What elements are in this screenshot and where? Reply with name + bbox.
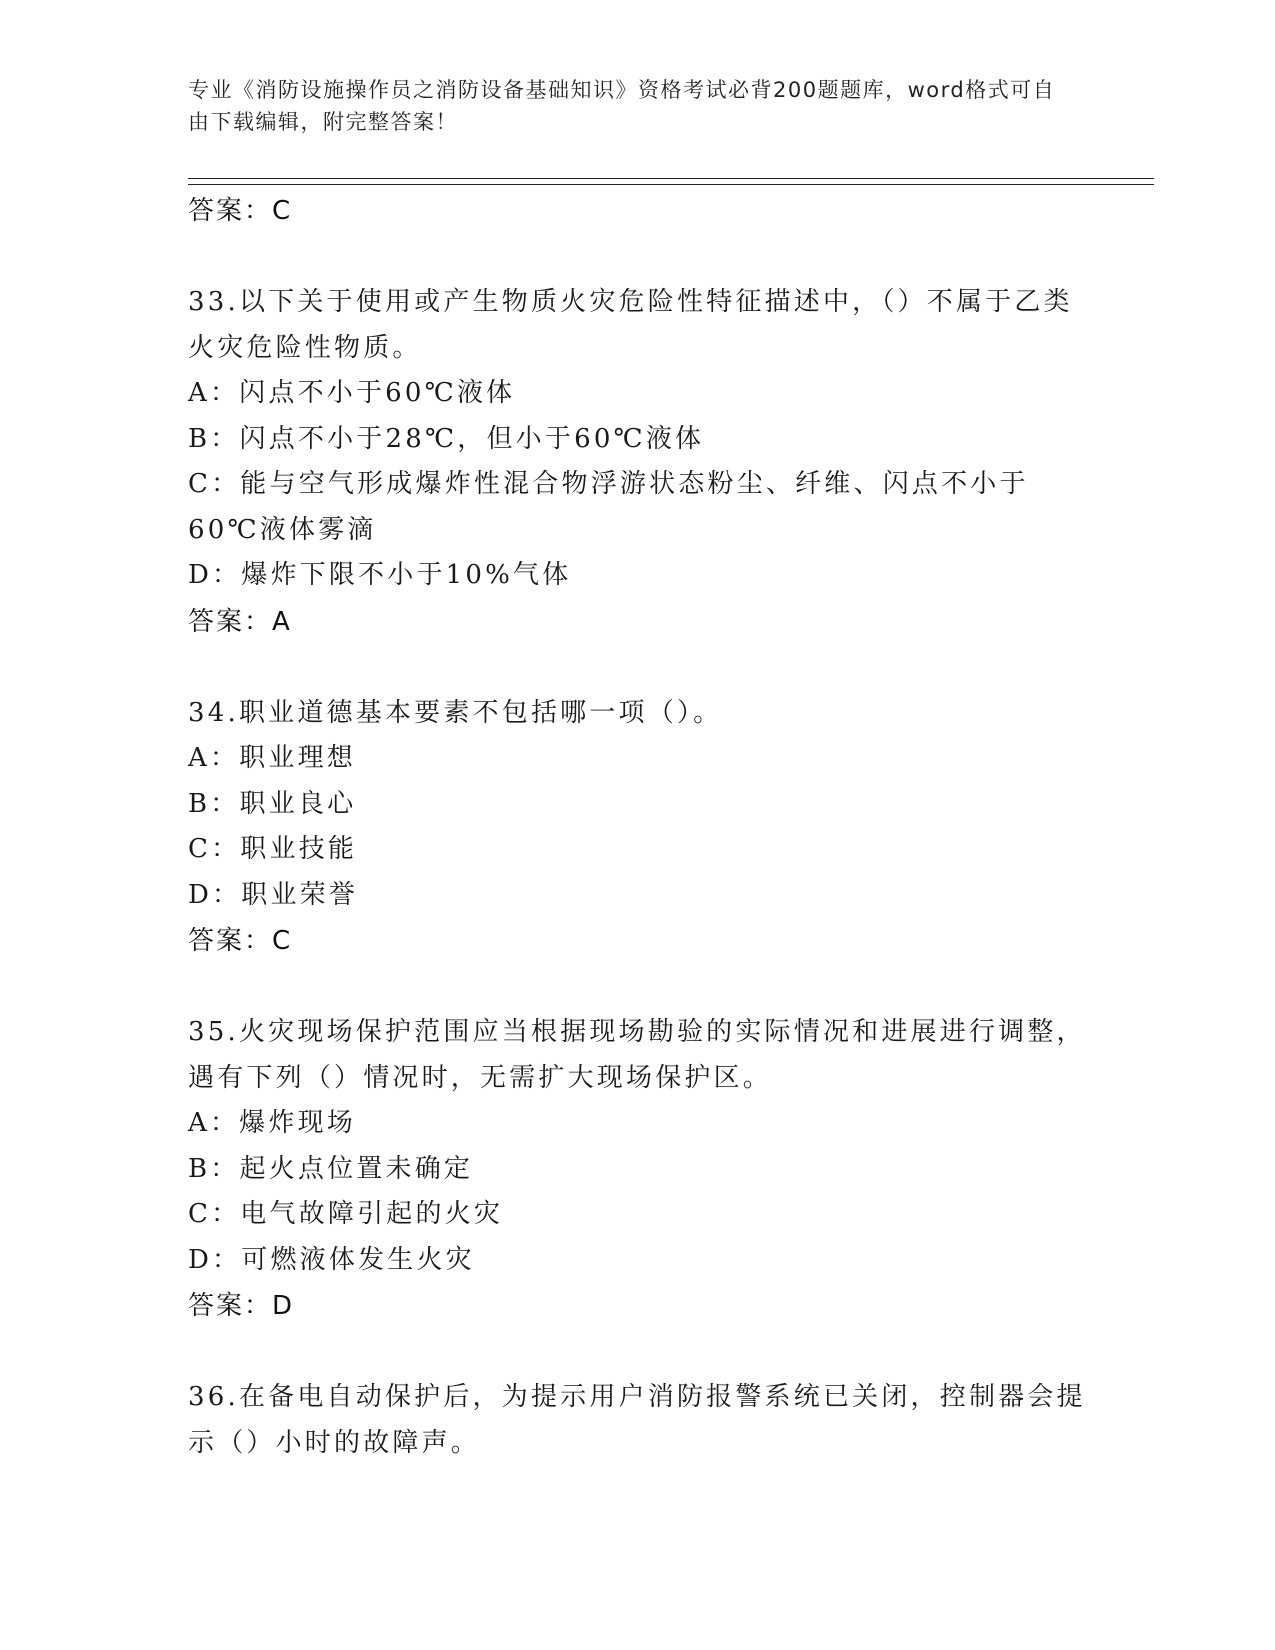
option-d: D：职业荣誉 bbox=[188, 879, 359, 910]
header-divider-top bbox=[188, 178, 1154, 179]
option-d: D：可燃液体发生火灾 bbox=[188, 1244, 475, 1275]
question-33 bbox=[188, 280, 1088, 645]
previous-answer: 答案：C bbox=[188, 196, 293, 226]
question-stem: 36.在备电自动保护后，为提示用户消防报警系统已关闭，控制器会提示（）小时的故障声。 bbox=[188, 1382, 1086, 1458]
option-a: A：闪点不小于60℃液体 bbox=[188, 378, 516, 408]
option-a: A：爆炸现场 bbox=[188, 1108, 356, 1138]
option-b: B：起火点位置未确定 bbox=[188, 1153, 474, 1184]
question-34 bbox=[188, 691, 1088, 965]
question-stem: 34.职业道德基本要素不包括哪一项（）。 bbox=[188, 697, 723, 728]
document-header: 专业《消防设施操作员之消防设备基础知识》资格考试必背200题题库，word格式可自由下载编辑，附完整答案！ bbox=[188, 78, 1056, 134]
option-b: B：闪点不小于28℃，但小于60℃液体 bbox=[188, 423, 705, 454]
answer: 答案：A bbox=[188, 606, 292, 637]
answer: 答案：D bbox=[188, 1291, 295, 1321]
question-stem: 33.以下关于使用或产生物质火灾危险性特征描述中，（）不属于乙类火灾危险性物质。 bbox=[188, 287, 1073, 363]
question-list bbox=[188, 188, 1088, 1466]
option-c: C：电气故障引起的火灾 bbox=[188, 1199, 504, 1229]
option-c: C：能与空气形成爆炸性混合物浮游状态粉尘、纤维、闪点不小于60℃液体雾滴 bbox=[188, 469, 1029, 545]
answer: 答案：C bbox=[188, 926, 293, 956]
option-c: C：职业技能 bbox=[188, 834, 358, 864]
question-stem: 35.火灾现场保护范围应当根据现场勘验的实际情况和进展进行调整，遇有下列（）情况时，无需扩大现场保护区。 bbox=[188, 1017, 1086, 1093]
option-a: A：职业理想 bbox=[188, 743, 356, 773]
option-d: D：爆炸下限不小于10%气体 bbox=[188, 560, 572, 590]
header-divider-bottom bbox=[188, 184, 1154, 185]
question-36 bbox=[188, 1375, 1088, 1466]
option-b: B：职业良心 bbox=[188, 788, 357, 819]
question-35 bbox=[188, 1010, 1088, 1329]
